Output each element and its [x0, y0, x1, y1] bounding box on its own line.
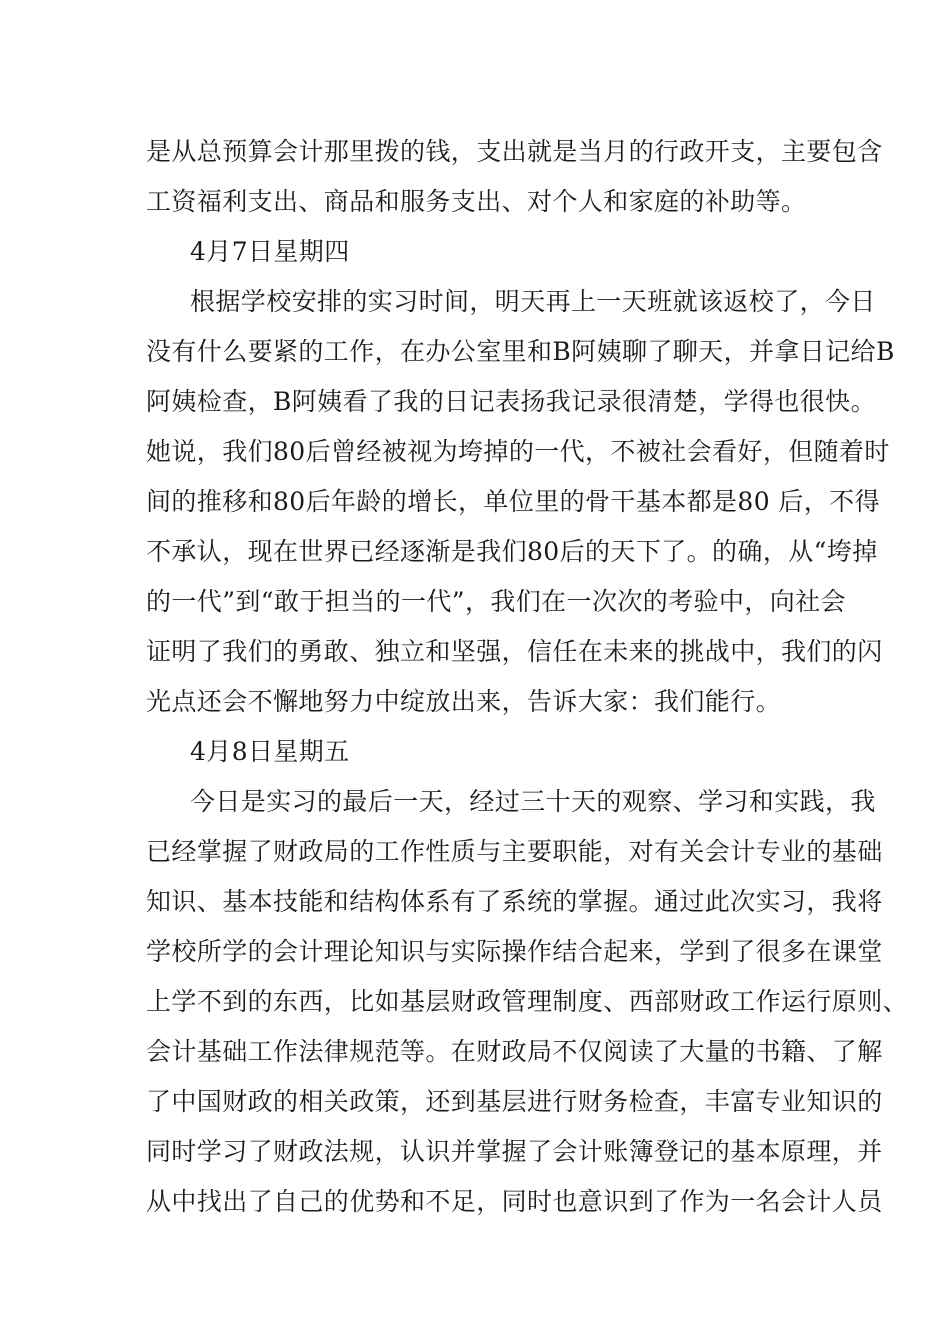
text-line: 不承认，现在世界已经逐渐是我们80后的天下了。的确，从“垮掉 [146, 537, 878, 566]
text-line: 上学不到的东西，比如基层财政管理制度、西部财政工作运行原则、 [146, 987, 909, 1016]
text-line: 根据学校安排的实习时间，明天再上一天班就该返校了，今日 [190, 287, 876, 316]
text-line: 光点还会不懈地努力中绽放出来，告诉大家：我们能行。 [146, 687, 782, 716]
text-line: 是从总预算会计那里拨的钱，支出就是当月的行政开支，主要包含 [146, 137, 883, 166]
text-line: 今日是实习的最后一天，经过三十天的观察、学习和实践，我 [190, 787, 876, 816]
text-line: 知识、基本技能和结构体系有了系统的掌握。通过此次实习，我将 [146, 887, 883, 916]
text-line: 了中国财政的相关政策，还到基层进行财务检查，丰富专业知识的 [146, 1087, 883, 1116]
text-line: 从中找出了自己的优势和不足，同时也意识到了作为一名会计人员 [146, 1187, 883, 1216]
text-line: 工资福利支出、商品和服务支出、对个人和家庭的补助等。 [146, 187, 807, 216]
date-heading: 4月8日星期五 [190, 737, 350, 766]
text-line: 间的推移和80后年龄的增长，单位里的骨干基本都是80 后，不得 [146, 487, 880, 516]
text-line: 没有什么要紧的工作，在办公室里和B阿姨聊了聊天，并拿日记给B [146, 337, 895, 366]
text-line: 的一代”到“敢于担当的一代”，我们在一次次的考验中，向社会 [146, 587, 846, 616]
text-line: 已经掌握了财政局的工作性质与主要职能，对有关会计专业的基础 [146, 837, 883, 866]
text-line: 证明了我们的勇敢、独立和坚强，信任在未来的挑战中，我们的闪 [146, 637, 883, 666]
text-line: 学校所学的会计理论知识与实际操作结合起来，学到了很多在课堂 [146, 937, 883, 966]
text-line: 会计基础工作法律规范等。在财政局不仅阅读了大量的书籍、了解 [146, 1037, 883, 1066]
text-line: 她说，我们80后曾经被视为垮掉的一代，不被社会看好，但随着时 [146, 437, 890, 466]
text-line: 同时学习了财政法规，认识并掌握了会计账簿登记的基本原理，并 [146, 1137, 883, 1166]
text-line: 阿姨检查，B阿姨看了我的日记表扬我记录很清楚，学得也很快。 [146, 387, 876, 416]
date-heading: 4月7日星期四 [190, 237, 350, 266]
